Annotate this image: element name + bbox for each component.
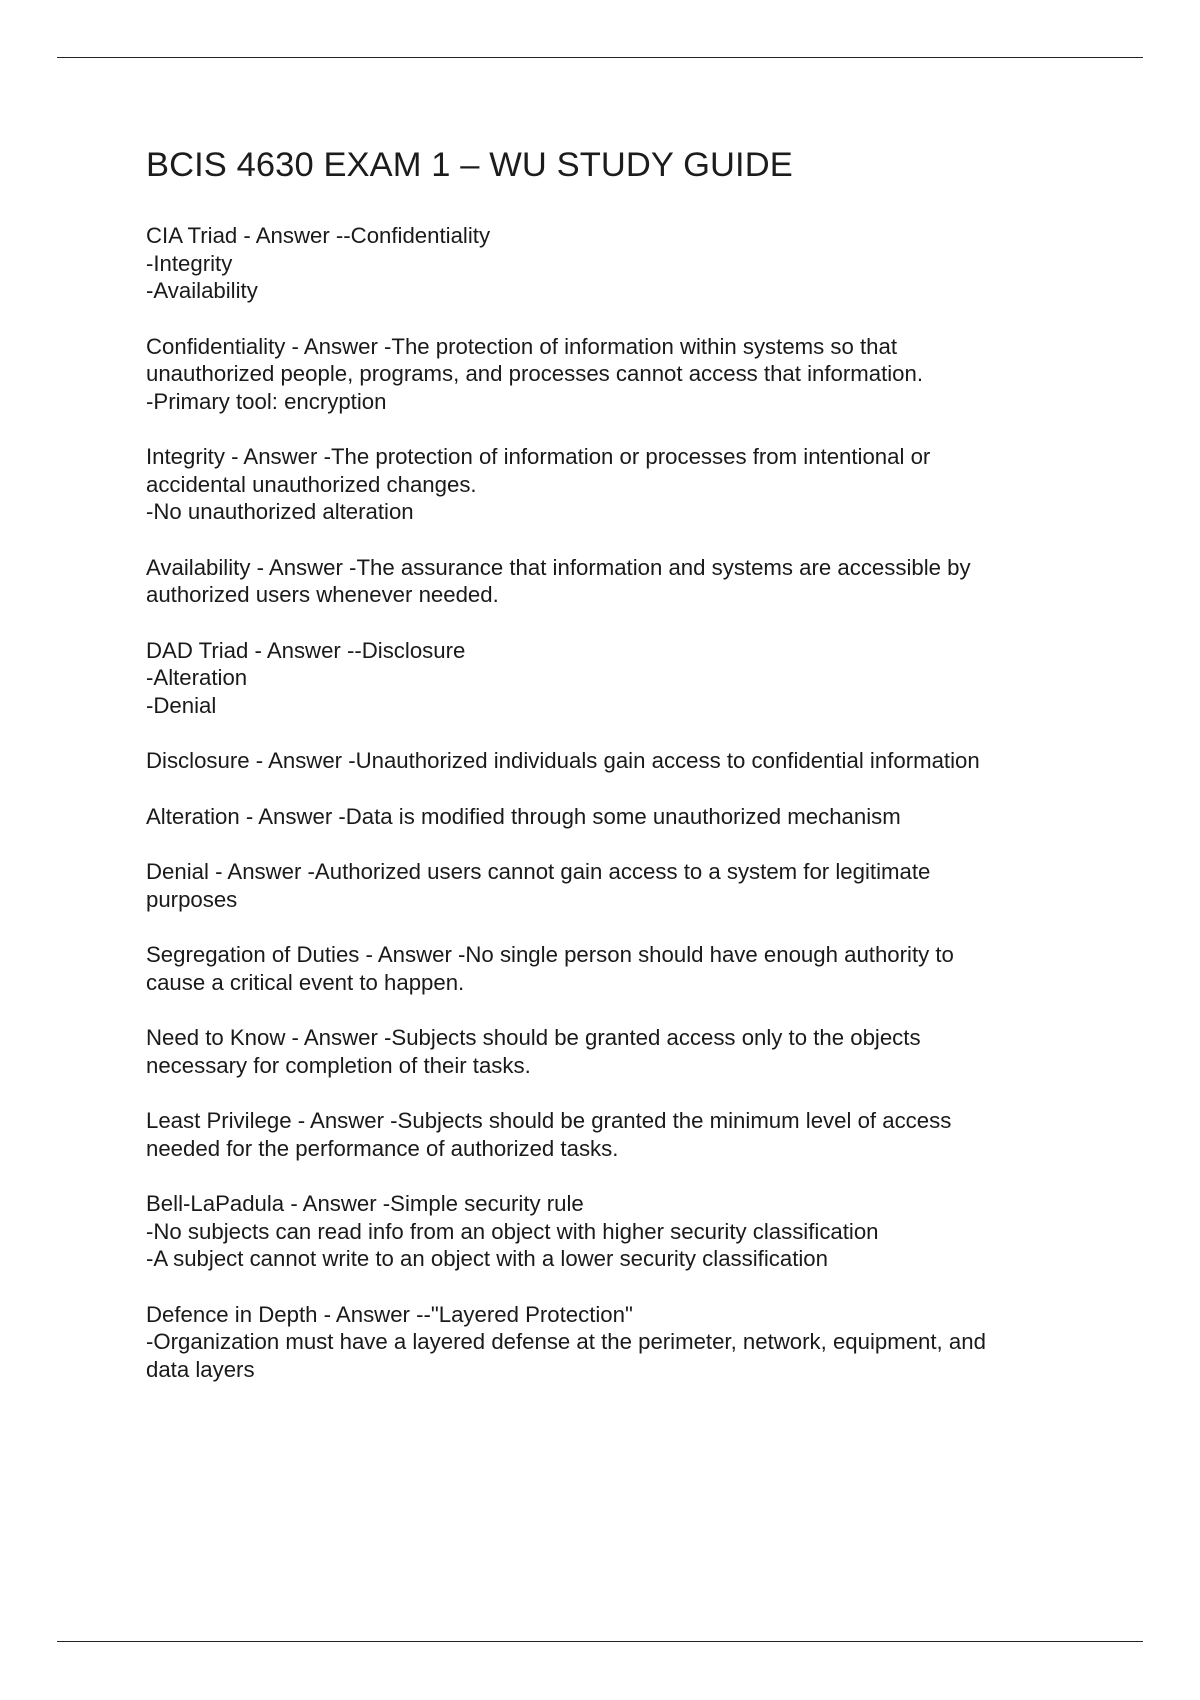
entry-line: Least Privilege - Answer -Subjects should be granted the minimum level of access	[146, 1108, 952, 1133]
entry-line: authorized users whenever needed.	[146, 582, 499, 607]
entry-line: Alteration - Answer -Data is modified through some unauthorized mechanism	[146, 803, 901, 829]
entry-line: -No unauthorized alteration	[146, 499, 414, 524]
qa-entry-denial	[146, 858, 1086, 913]
document-body	[146, 142, 1086, 1411]
entry-line: Integrity - Answer -The protection of information or processes from intentional or	[146, 444, 931, 469]
entry-line: unauthorized people, programs, and processes cannot access that information.	[146, 361, 924, 386]
qa-entry-integrity	[146, 443, 1086, 526]
qa-entry-disclosure	[146, 747, 1086, 775]
entry-line: -Primary tool: encryption	[146, 388, 387, 414]
qa-entry-cia-triad	[146, 222, 1086, 305]
entry-line: -Alteration	[146, 665, 248, 690]
entry-line: DAD Triad - Answer --Disclosure	[146, 637, 466, 663]
entry-line: Bell-LaPadula - Answer -Simple security rule	[146, 1191, 584, 1216]
entry-line: data layers	[146, 1356, 255, 1382]
bottom-rule	[57, 1641, 1143, 1642]
qa-entry-confidentiality	[146, 333, 1086, 416]
entry-line: Disclosure - Answer -Unauthorized individuals gain access to confidential information	[146, 748, 980, 773]
top-rule	[57, 57, 1143, 58]
entry-line: Segregation of Duties - Answer -No single person should have enough authority to	[146, 942, 954, 967]
entry-line: Defence in Depth - Answer --"Layered Protection"	[146, 1301, 633, 1327]
qa-entry-dad-triad	[146, 637, 1086, 720]
entry-line: accidental unauthorized changes.	[146, 471, 477, 497]
entry-line: needed for the performance of authorized tasks.	[146, 1135, 619, 1161]
qa-entry-alteration	[146, 803, 1086, 831]
qa-entry-defence-in-depth	[146, 1301, 1086, 1384]
entry-line: -A subject cannot write to an object with a lower security classification	[146, 1246, 828, 1271]
entry-line: -Organization must have a layered defense at the perimeter, network, equipment, and	[146, 1329, 986, 1354]
entry-line: necessary for completion of their tasks.	[146, 1052, 531, 1078]
entry-line: -No subjects can read info from an object with higher security classification	[146, 1218, 879, 1244]
qa-entry-need-to-know	[146, 1024, 1086, 1079]
entry-line: Need to Know - Answer -Subjects should be granted access only to the objects	[146, 1025, 921, 1050]
page-title: BCIS 4630 EXAM 1 – WU STUDY GUIDE	[146, 146, 793, 184]
entry-line: CIA Triad - Answer --Confidentiality	[146, 223, 491, 248]
qa-list	[146, 222, 1086, 1383]
qa-entry-availability	[146, 554, 1086, 609]
qa-entry-bell-lapadula	[146, 1190, 1086, 1273]
entry-line: cause a critical event to happen.	[146, 969, 465, 995]
entry-line: Denial - Answer -Authorized users cannot gain access to a system for legitimate	[146, 859, 931, 884]
entry-line: Availability - Answer -The assurance that information and systems are accessible by	[146, 554, 971, 580]
entry-line: purposes	[146, 886, 238, 912]
entry-line: -Availability	[146, 278, 258, 303]
qa-entry-least-privilege	[146, 1107, 1086, 1162]
qa-entry-segregation-of-duties	[146, 941, 1086, 996]
entry-line: -Integrity	[146, 250, 233, 276]
entry-line: Confidentiality - Answer -The protection of information within systems so that	[146, 333, 898, 359]
entry-line: -Denial	[146, 692, 217, 718]
